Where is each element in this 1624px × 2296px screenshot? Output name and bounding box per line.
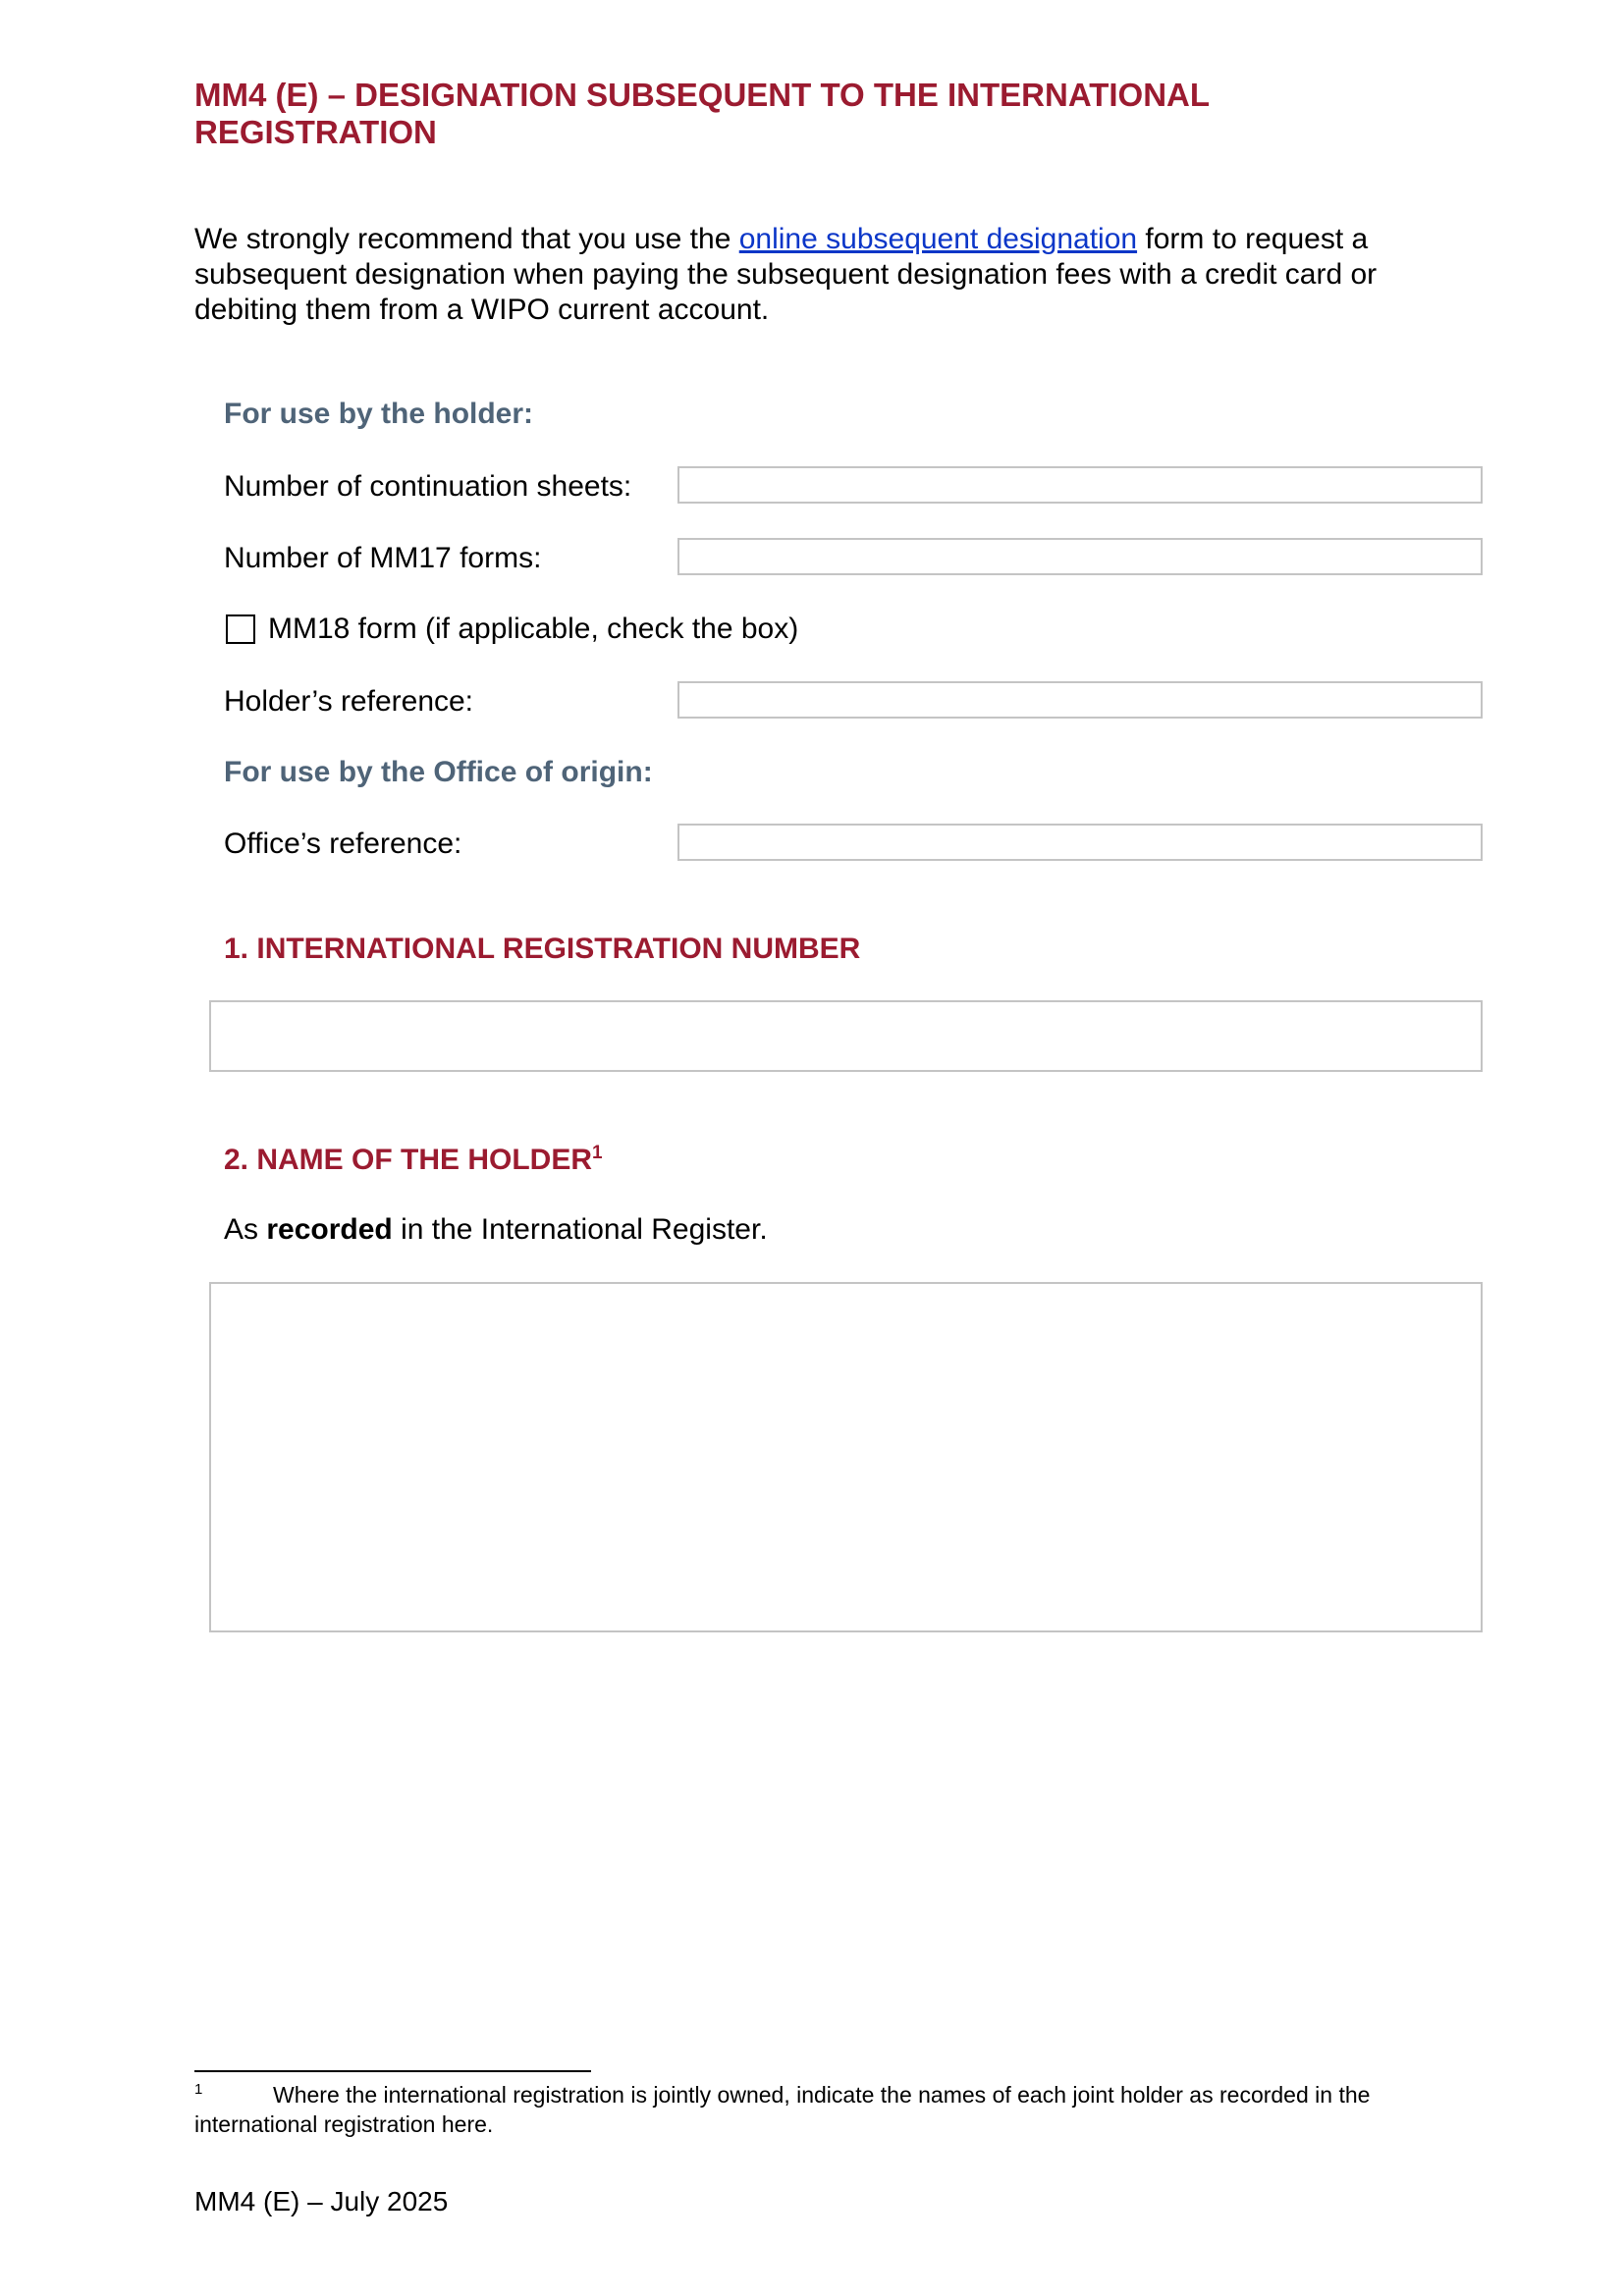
intro-paragraph bbox=[194, 222, 1471, 328]
holder-name-note-bold: recorded bbox=[266, 1213, 393, 1246]
footnote-separator bbox=[194, 2070, 591, 2072]
holder-reference-label: Holder’s reference: bbox=[224, 685, 474, 718]
mm17-forms-label: Number of MM17 forms: bbox=[224, 542, 542, 574]
section-2-heading-text: 2. NAME OF THE HOLDER bbox=[224, 1144, 593, 1176]
form-title: MM4 (E) – DESIGNATION SUBSEQUENT TO THE INTERNATIONAL REGISTRATION bbox=[194, 77, 1210, 150]
intro-text-after-link: form to request a subsequent designation when paying the subsequent designation fees with a credit card or debiting them from a WIPO current account. bbox=[194, 223, 1378, 326]
page-footer: MM4 (E) – July 2025 bbox=[194, 2186, 449, 2216]
holder-name-note-before: As bbox=[224, 1213, 267, 1246]
footnote: 1 Where the international registration is jointly owned, indicate the names of each joint holder as recorded in the international registration here. bbox=[194, 2081, 1371, 2137]
holder-name-note-after: in the International Register. bbox=[392, 1213, 768, 1246]
office-reference-input[interactable] bbox=[677, 824, 1483, 861]
section-1-heading: 1. INTERNATIONAL REGISTRATION NUMBER bbox=[224, 933, 861, 965]
intro-text-before-link: We strongly recommend that you use the bbox=[194, 223, 739, 255]
office-reference-label: Office’s reference: bbox=[224, 828, 462, 860]
office-section-heading: For use by the Office of origin: bbox=[224, 756, 653, 788]
holder-section-heading: For use by the holder: bbox=[224, 398, 534, 430]
section-2-heading bbox=[224, 1143, 603, 1178]
mm18-checkbox-label: MM18 form (if applicable, check the box) bbox=[268, 613, 799, 645]
continuation-sheets-input[interactable] bbox=[677, 466, 1483, 504]
footnote-text: Where the international registration is jointly owned, indicate the names of each joint holder as recorded in the international registration here. bbox=[194, 2082, 1371, 2137]
continuation-sheets-label: Number of continuation sheets: bbox=[224, 470, 632, 503]
holder-reference-input[interactable] bbox=[677, 681, 1483, 719]
footnote-reference: 1 bbox=[592, 1143, 603, 1163]
mm17-forms-input[interactable] bbox=[677, 538, 1483, 575]
international-registration-number-input[interactable] bbox=[209, 1000, 1483, 1072]
holder-name-textarea[interactable] bbox=[209, 1282, 1483, 1632]
mm18-checkbox[interactable] bbox=[226, 614, 255, 644]
holder-name-note bbox=[224, 1212, 768, 1248]
online-subsequent-designation-link[interactable]: online subsequent designation bbox=[738, 223, 1138, 255]
